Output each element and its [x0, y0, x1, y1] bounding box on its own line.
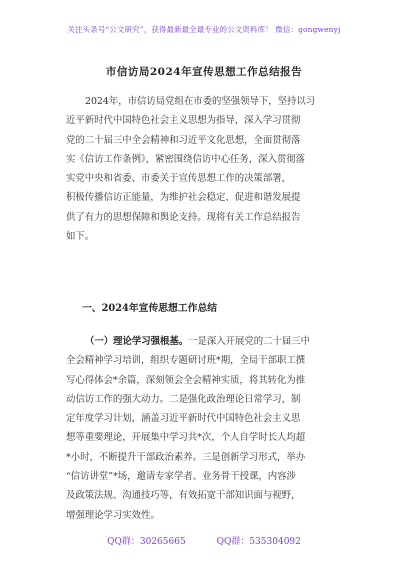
subsection-paragraph — [66, 332, 346, 525]
paragraph-text: 一是深入开展党的二十届三中 — [188, 336, 311, 347]
paragraph-line: 想等重要理论，开展集中学习共*次，个人自学时长人均超 — [66, 432, 306, 444]
paragraph-line: 实《信访工作条例》，紧密围绕信访中心任务，深入贯彻落 — [66, 153, 306, 165]
paragraph-line: 2024年，市信访局党组在市委的坚强领导下，坚持以习 — [85, 96, 316, 107]
header-promo-note: 关注头条号“公文研究”，获得最新最全最专业的公文资料库！ 微信：gongwenyj — [67, 25, 341, 34]
qq-group-2: QQ群：535304092 — [216, 537, 301, 547]
paragraph-line: 写心得体会*余篇，深刻领会全会精神实质，将其转化为推 — [66, 374, 306, 386]
paragraph-line — [66, 332, 346, 351]
paragraph-line: 及政策法规、沟通技巧等，有效拓宽干部知识面与视野， — [66, 490, 301, 502]
paragraph-line: 如下。 — [66, 231, 95, 243]
document-title: 市信访局2024年宣传思想工作总结报告 — [105, 66, 303, 78]
qq-group-1: QQ群：30265665 — [107, 537, 186, 547]
paragraph-line: “信访讲堂”*场，邀请专家学者、业务骨干授课，内容涉 — [66, 471, 296, 483]
paragraph-line: 积极传播信访正能量，为维护社会稳定、促进和谐发展提 — [66, 192, 301, 204]
section-heading: 一、2024年宣传思想工作总结 — [82, 303, 218, 314]
paragraph-line: 增强理论学习实效性。 — [66, 509, 160, 521]
paragraph-line: 党的二十届三中全会精神和习近平文化思想，全面贯彻落 — [66, 134, 301, 146]
paragraph-line: 定年度学习计划，涵盖习近平新时代中国特色社会主义思 — [66, 413, 301, 425]
paragraph-line: 供了有力的思想保障和舆论支持。现将有关工作总结报告 — [66, 211, 301, 223]
paragraph-line: 实党中央和省委、市委关于宣传思想工作的决策部署， — [66, 173, 292, 185]
footer-qq-groups — [0, 534, 408, 547]
paragraph-line: 近平新时代中国特色社会主义思想为指导，深入学习贯彻 — [66, 115, 301, 127]
intro-paragraph — [66, 92, 346, 246]
paragraph-line: *小时，不断提升干部政治素养。三是创新学习形式，举办 — [66, 451, 306, 463]
subsection-lead: （一）理论学习强根基。 — [85, 336, 189, 347]
paragraph-line: 动信访工作的强大动力。二是强化政治理论日常学习，制 — [66, 393, 301, 405]
paragraph-line: 全会精神学习培训，组织专题研讨班*期，全局干部职工撰 — [66, 355, 306, 367]
